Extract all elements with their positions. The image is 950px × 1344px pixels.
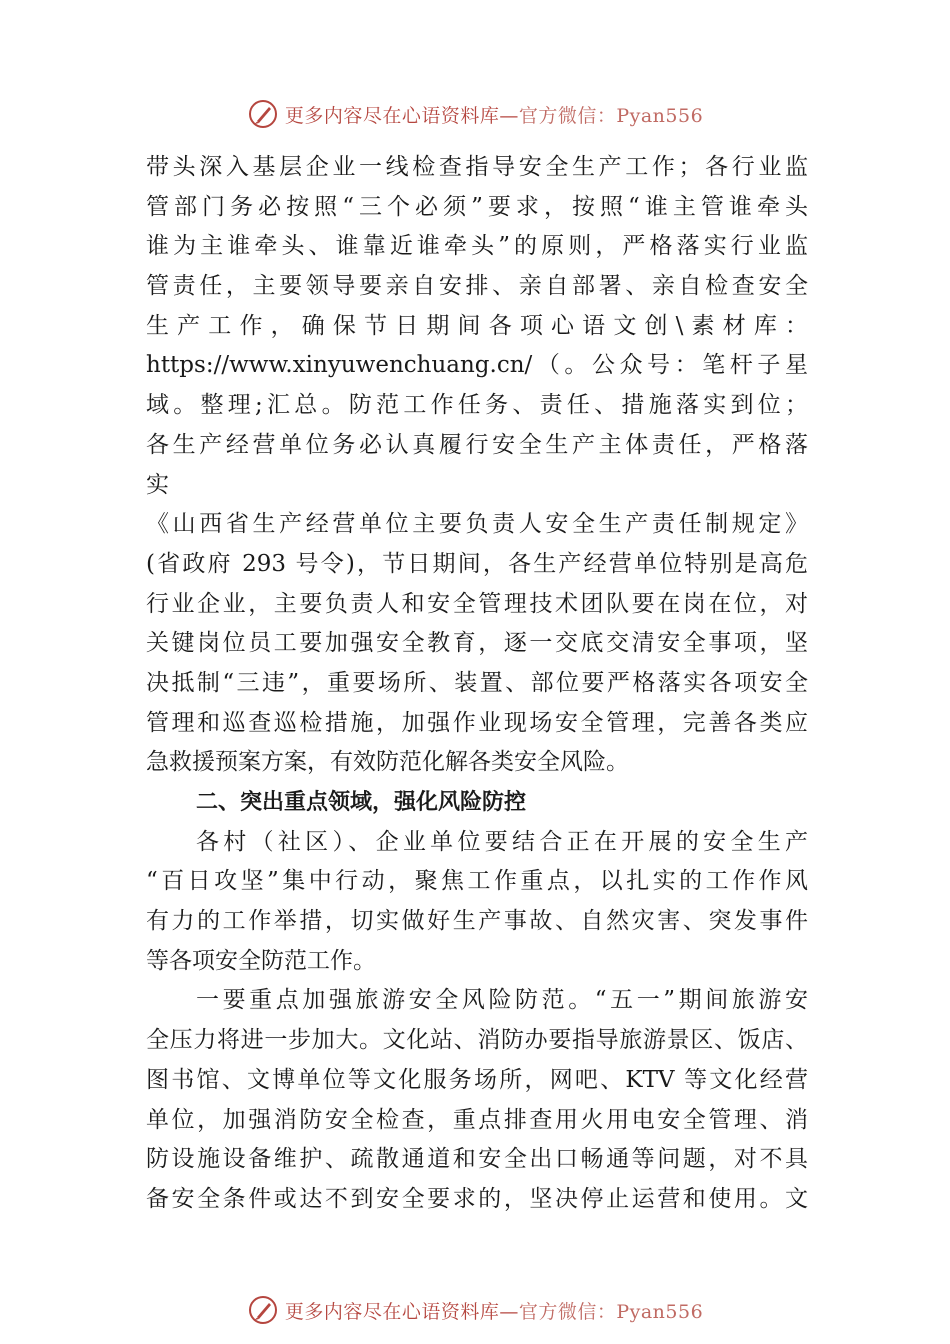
watermark-brand: 更多内容尽在心语资料库: [284, 104, 500, 127]
watermark-text: [285, 1297, 703, 1324]
text-line: 关键岗位员工要加强安全教育，逐一交底交清安全事项，坚: [146, 630, 808, 657]
text-line: 各生产经营单位务必认真履行安全生产主体责任，严格落: [146, 431, 808, 458]
watermark-contact: 官方微信：Pyan556: [518, 104, 704, 127]
text-line: 有力的工作举措，切实做好生产事故、自然灾害、突发事件: [146, 908, 808, 935]
text-line: “百日攻坚”集中行动，聚焦工作重点，以扎实的工作作风: [146, 868, 808, 895]
brush-logo-icon: [247, 1294, 279, 1326]
text-line: 急救援预案方案，有效防范化解各类安全风险。: [146, 749, 629, 776]
paragraph-first-line: 各村（社区）、企业单位要结合正在开展的安全生产: [196, 828, 808, 855]
text-line: 《山西省生产经营单位主要负责人安全生产责任制规定》: [146, 511, 808, 538]
text-line: 域。整理;汇总。防范工作任务、责任、措施落实到位；: [146, 392, 808, 419]
paragraph-first-line: 一要重点加强旅游安全风险防范。“五一”期间旅游安: [196, 987, 808, 1014]
text-line: 备安全条件或达不到安全要求的，坚决停止运营和使用。文: [146, 1185, 808, 1212]
text-line-url: https://www.xinyuwenchuang.cn/（。公众号：笔杆子星: [146, 352, 808, 379]
watermark-contact: 官方微信：Pyan556: [518, 1300, 704, 1323]
text-line: 行业企业，主要负责人和安全管理技术团队要在岗在位，对: [146, 590, 808, 617]
text-line: 谁为主谁牵头、谁靠近谁牵头”的原则，严格落实行业监: [146, 233, 808, 260]
watermark-dash: —: [499, 104, 519, 127]
text-line: 带头深入基层企业一线检查指导安全生产工作；各行业监: [146, 154, 808, 180]
text-line: 等各项安全防范工作。: [146, 947, 376, 974]
watermark-text: [285, 101, 703, 128]
text-line: 防设施设备维护、疏散通道和安全出口畅通等问题，对不具: [146, 1146, 808, 1173]
text-line: (省政府 293 号令)，节日期间，各生产经营单位特别是高危: [146, 550, 808, 577]
document-body: [146, 148, 808, 1220]
text-line: 管责任，主要领导要亲自安排、亲自部署、亲自检查安全: [146, 273, 808, 300]
watermark-dash: —: [499, 1300, 519, 1323]
text-line: 图书馆、文博单位等文化服务场所，网吧、KTV 等文化经营: [146, 1066, 808, 1093]
text-line: 单位，加强消防安全检查，重点排查用火用电安全管理、消: [146, 1106, 808, 1133]
brush-logo-icon: [247, 98, 279, 130]
footer-watermark: [0, 1290, 950, 1330]
text-line: 管理和巡查巡检措施，加强作业现场安全管理，完善各类应: [146, 709, 808, 736]
text-line: 管部门务必按照“三个必须”要求，按照“谁主管谁牵头: [146, 193, 808, 220]
text-line: 实: [146, 471, 169, 498]
section-heading: 二、突出重点领域，强化风险防控: [196, 790, 527, 815]
text-line: 全压力将进一步加大。文化站、消防办要指导旅游景区、饭店、: [146, 1027, 808, 1054]
watermark-brand: 更多内容尽在心语资料库: [284, 1300, 500, 1323]
text-line: 决抵制“三违”，重要场所、装置、部位要严格落实各项安全: [146, 669, 808, 696]
header-watermark: [0, 94, 950, 134]
text-line: 生产工作，确保节日期间各项心语文创\素材库：: [146, 312, 808, 339]
